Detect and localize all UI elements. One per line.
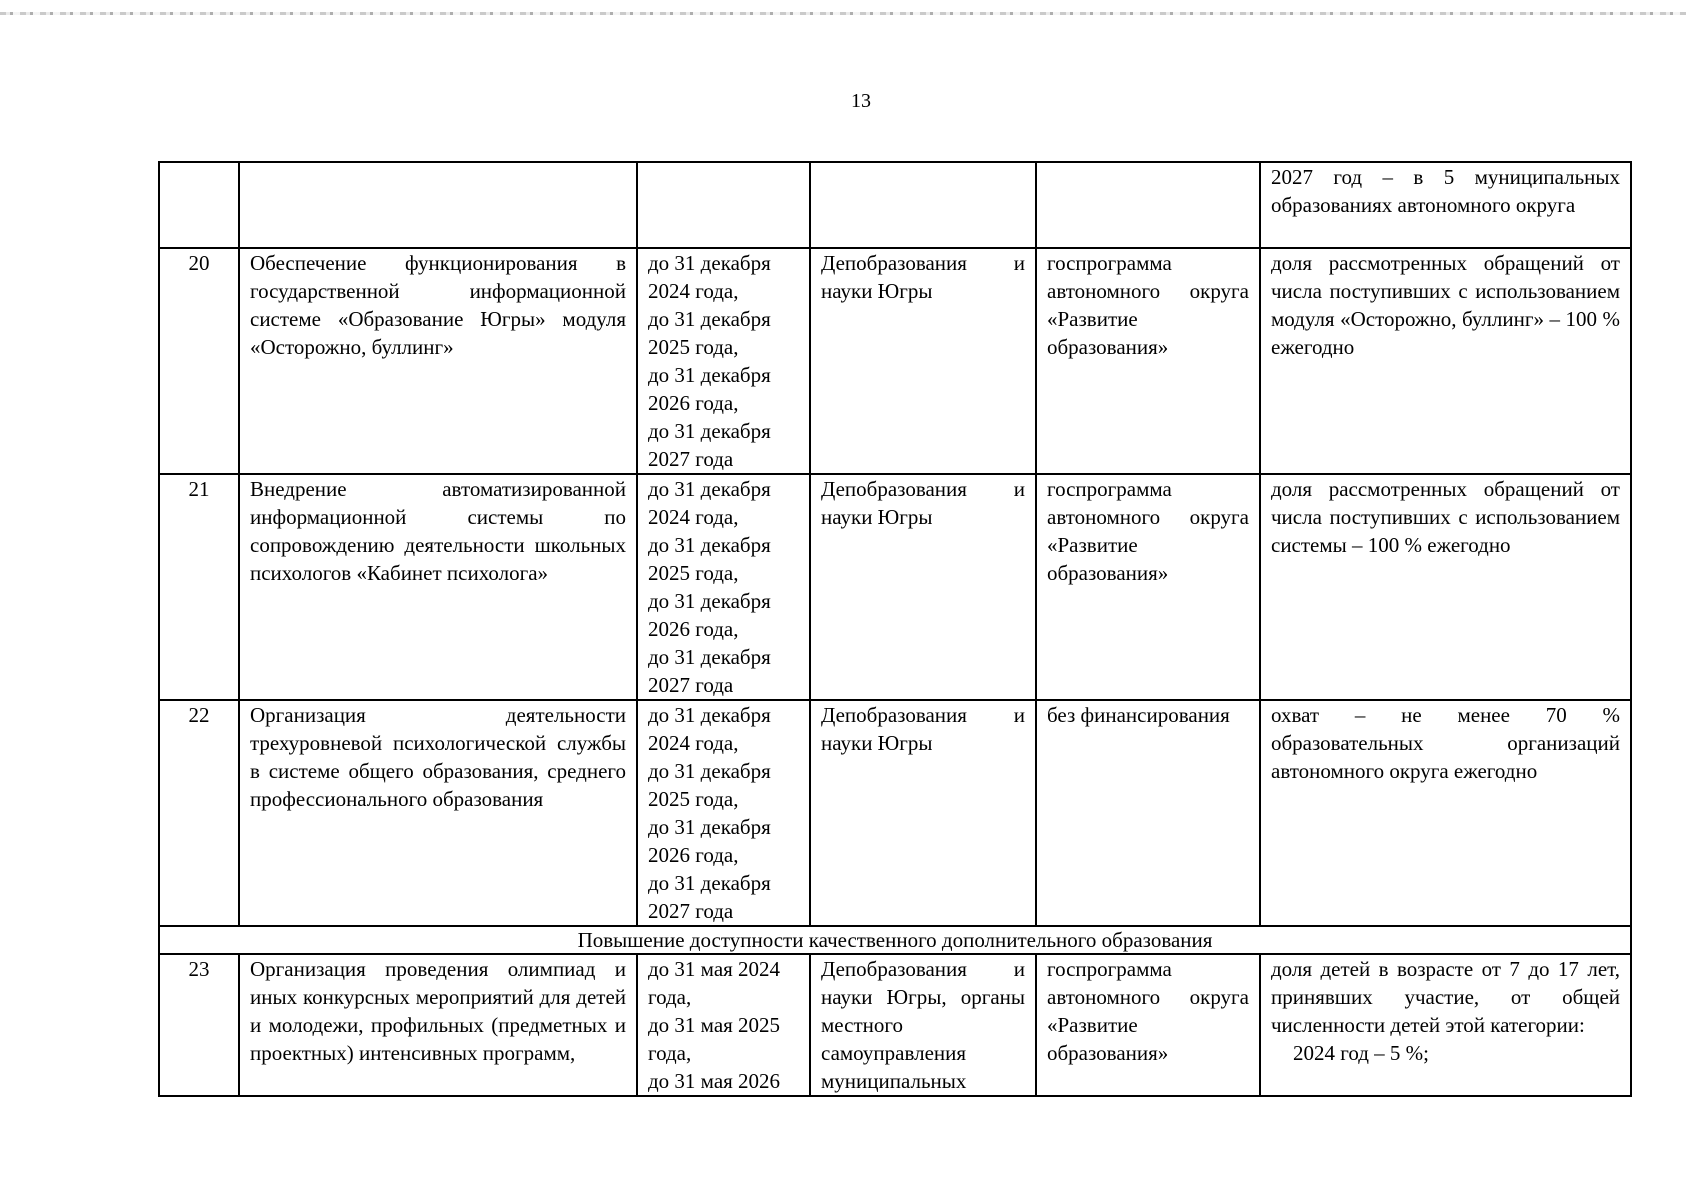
cell-number: 21 [159, 474, 239, 700]
cell-measure: Организация деятельности трехуровневой психологической службы в системе общего образования, среднего профессионального образования [239, 700, 637, 926]
cell-responsible [810, 162, 1036, 248]
table-row [159, 954, 1631, 1096]
plan-table [158, 161, 1632, 1097]
deadline-line: до 31 мая 2024 года, [648, 957, 781, 1009]
cell-result: охват – не менее 70 % образовательных организаций автономного округа ежегодно [1260, 700, 1631, 926]
cell-financing: госпрограмма автономного округа «Развитие образования» [1036, 248, 1260, 474]
table-row [159, 474, 1631, 700]
cell-measure [239, 162, 637, 248]
deadline-line: до 31 мая 2026 [648, 1069, 781, 1093]
cell-financing: госпрограмма автономного округа «Развитие образования» [1036, 474, 1260, 700]
cell-number [159, 162, 239, 248]
cell-result: доля рассмотренных обращений от числа поступивших с использованием модуля «Осторожно, буллинг» – 100 % ежегодно [1260, 248, 1631, 474]
cell-deadline [637, 162, 810, 248]
cell-responsible: Депобразования и науки Югры, органы местного самоуправления муниципальных [810, 954, 1036, 1096]
table-row-continuation [159, 162, 1631, 248]
deadline-line: до 31 декабря 2026 года, [648, 589, 771, 641]
deadline-line: до 31 декабря 2026 года, [648, 815, 771, 867]
cell-result [1260, 954, 1631, 1096]
cell-number: 20 [159, 248, 239, 474]
section-title: Повышение доступности качественного дополнительного образования [159, 926, 1631, 954]
deadline-line: до 31 декабря 2026 года, [648, 363, 771, 415]
cell-number: 23 [159, 954, 239, 1096]
result-text: доля детей в возрасте от 7 до 17 лет, принявших участие, от общей численности детей этой категории: [1271, 957, 1620, 1037]
cell-deadline [637, 954, 810, 1096]
deadline-line: до 31 декабря 2025 года, [648, 307, 771, 359]
section-header-row [159, 926, 1631, 954]
deadline-line: до 31 декабря 2027 года [648, 871, 771, 923]
cell-result: 2027 год – в 5 муниципальных образованиях автономного округа [1260, 162, 1631, 248]
cell-financing: госпрограмма автономного округа «Развитие образования» [1036, 954, 1260, 1096]
deadline-line: до 31 декабря 2024 года, [648, 251, 771, 303]
page-number: 13 [851, 90, 871, 112]
deadline-line: до 31 декабря 2027 года [648, 419, 771, 471]
table-row [159, 700, 1631, 926]
deadline-line: до 31 декабря 2027 года [648, 645, 771, 697]
result-year-line: 2024 год – 5 %; [1293, 1041, 1429, 1065]
cell-measure: Внедрение автоматизированной информационной системы по сопровождению деятельности школьных психологов «Кабинет психолога» [239, 474, 637, 700]
cell-responsible: Депобразования и науки Югры [810, 248, 1036, 474]
scan-edge-artifact [0, 12, 1686, 15]
deadline-line: до 31 декабря 2025 года, [648, 533, 771, 585]
cell-financing [1036, 162, 1260, 248]
deadline-line: до 31 декабря 2025 года, [648, 759, 771, 811]
cell-deadline [637, 474, 810, 700]
cell-measure: Организация проведения олимпиад и иных конкурсных мероприятий для детей и молодежи, профильных (предметных и проектных) интенсивных программ, [239, 954, 637, 1096]
deadline-line: до 31 мая 2025 года, [648, 1013, 781, 1065]
cell-measure: Обеспечение функционирования в государственной информационной системе «Образование Югры» модуля «Осторожно, буллинг» [239, 248, 637, 474]
cell-responsible: Депобразования и науки Югры [810, 700, 1036, 926]
cell-result: доля рассмотренных обращений от числа поступивших с использованием системы – 100 % ежегодно [1260, 474, 1631, 700]
cell-number: 22 [159, 700, 239, 926]
deadline-line: до 31 декабря 2024 года, [648, 703, 771, 755]
table-row [159, 248, 1631, 474]
cell-responsible: Депобразования и науки Югры [810, 474, 1036, 700]
deadline-line: до 31 декабря 2024 года, [648, 477, 771, 529]
cell-financing: без финансирования [1036, 700, 1260, 926]
cell-deadline [637, 248, 810, 474]
cell-deadline [637, 700, 810, 926]
